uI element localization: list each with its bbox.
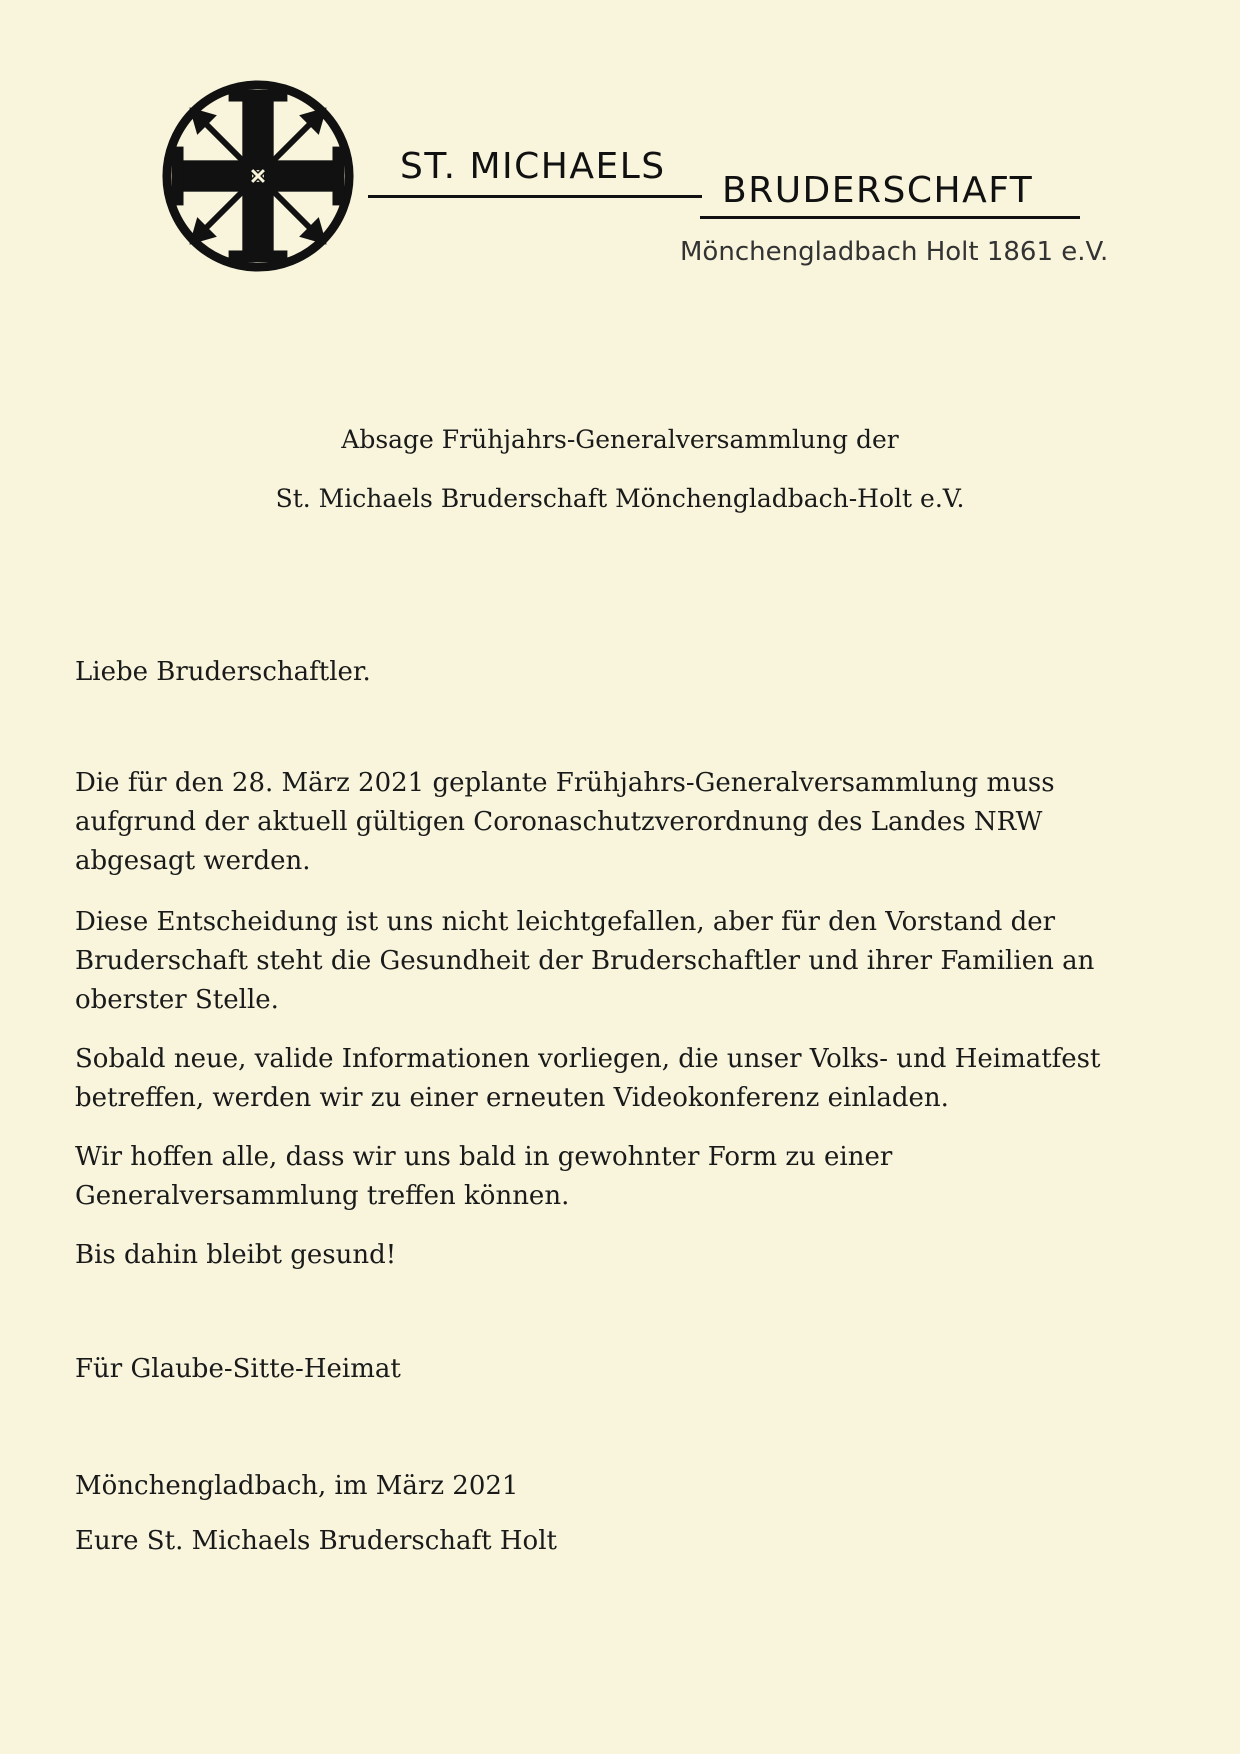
- brand-rule-lower: [700, 216, 1080, 219]
- place-date: Mönchengladbach, im März 2021: [75, 1471, 519, 1501]
- brand-name-line1: ST. MICHAELS: [400, 146, 666, 187]
- cross-arrows-emblem-icon: [160, 78, 356, 274]
- greeting: Liebe Bruderschaftler.: [75, 657, 371, 687]
- signature: Eure St. Michaels Bruderschaft Holt: [75, 1526, 557, 1556]
- brand-subline: Mönchengladbach Holt 1861 e.V.: [680, 237, 1109, 267]
- paragraph-cancellation: [75, 764, 1165, 881]
- paragraph-text: Wir hoffen alle, dass wir uns bald in gewohnter Form zu einer Generalversammlung treffen können.: [75, 1142, 893, 1211]
- letter-title-line1: Absage Frühjahrs-Generalversammlung der: [341, 425, 899, 454]
- paragraph-text: Bis dahin bleibt gesund!: [75, 1240, 397, 1270]
- brand-name-line2: BRUDERSCHAFT: [722, 170, 1034, 211]
- letter-title-line2: St. Michaels Bruderschaft Mönchengladbach-Holt e.V.: [275, 484, 965, 513]
- paragraph-text: Sobald neue, valide Informationen vorliegen, die unser Volks- und Heimatfest betreffen, werden wir zu einer erneuten Videokonferenz einladen.: [75, 1044, 1101, 1113]
- paragraph-text: Diese Entscheidung ist uns nicht leichtgefallen, aber für den Vorstand der Bruderschaft steht die Gesundheit der Bruderschaftler und ihrer Familien an oberster Stelle.: [75, 907, 1095, 1015]
- paragraph-text: Die für den 28. März 2021 geplante Frühjahrs-Generalversammlung muss aufgrund der aktuell gültigen Coronaschutzverordnung des Landes NRW abgesagt werden.: [75, 768, 1055, 876]
- paragraph-decision: [75, 903, 1165, 1020]
- paragraph-farewell: [75, 1236, 1165, 1275]
- paragraph-information: [75, 1040, 1165, 1118]
- brand-rule-upper: [368, 195, 702, 198]
- motto: Für Glaube-Sitte-Heimat: [75, 1354, 401, 1384]
- paragraph-hope: [75, 1138, 1165, 1216]
